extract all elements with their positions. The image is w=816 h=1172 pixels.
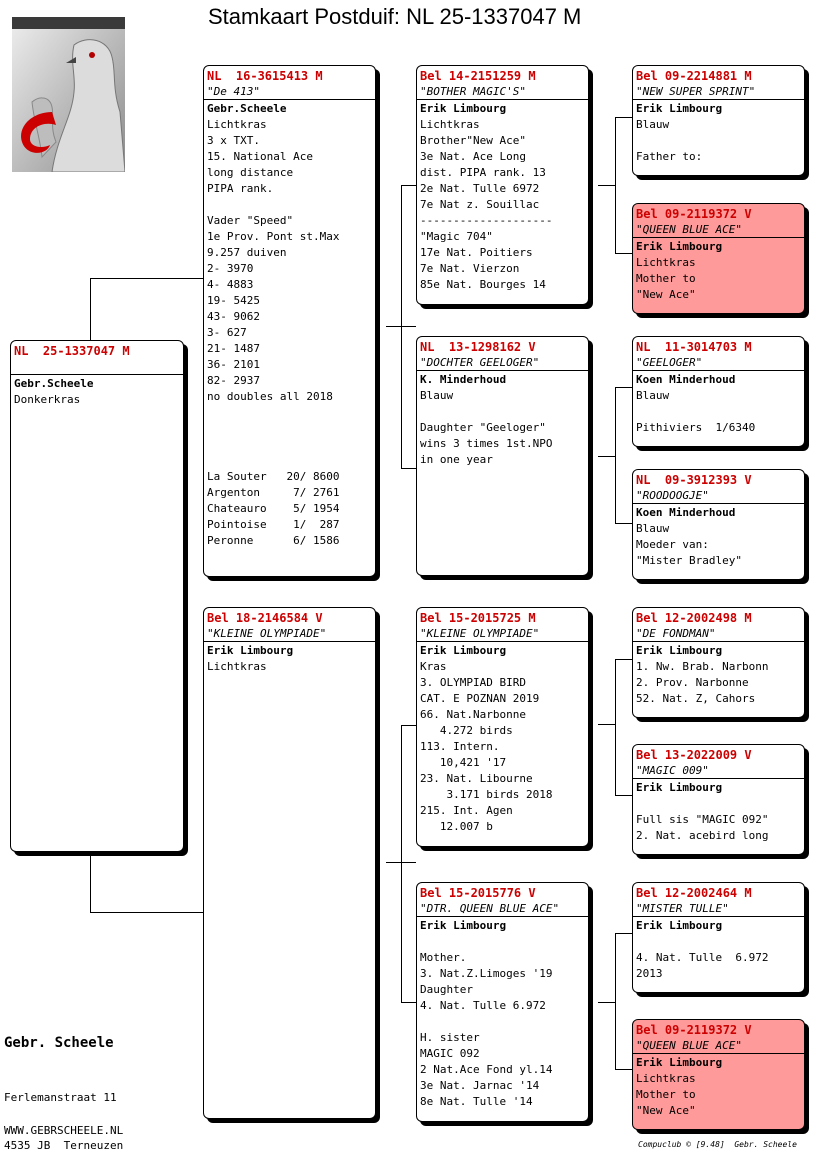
info-line xyxy=(636,404,801,420)
info-line: 17e Nat. Poitiers xyxy=(420,246,533,259)
pedigree-card-fff xyxy=(632,65,805,176)
info-line: 36- 2101 xyxy=(207,358,260,371)
pedigree-card-mother xyxy=(203,607,376,1119)
owner-name: Erik Limbourg xyxy=(207,644,294,657)
info-line: "New Ace" xyxy=(636,288,696,301)
info-line xyxy=(636,796,801,812)
info-line: PIPA rank. xyxy=(207,182,274,195)
info-line: 1. Nw. Brab. Narbonn xyxy=(636,660,769,673)
info-line: 2e Nat. Tulle 6972 xyxy=(420,182,540,195)
pedigree-card-ffm xyxy=(632,203,805,314)
ring-number: Bel 13-2022009 V xyxy=(636,748,752,762)
ring-number: Bel 14-2151259 M xyxy=(420,69,536,83)
info-line: wins 3 times 1st.NPO xyxy=(420,437,553,450)
ring-number: Bel 15-2015725 M xyxy=(420,611,536,625)
address-line: Ferlemanstraat 11 xyxy=(4,1091,117,1104)
info-line: Mother to xyxy=(636,272,696,285)
info-line: 3- 627 xyxy=(207,326,247,339)
info-line: Full sis "MAGIC 092" xyxy=(636,813,769,826)
info-line: 3. Nat.Z.Limoges '19 xyxy=(420,967,553,980)
info-line: Blauw xyxy=(636,118,670,131)
ring-number: Bel 15-2015776 V xyxy=(420,886,536,900)
pigeon-name: "KLEINE OLYMPIADE" xyxy=(417,626,588,642)
info-line: 3.171 birds 2018 xyxy=(420,788,553,801)
info-lines xyxy=(633,117,804,165)
owner-name: Gebr.Scheele xyxy=(14,377,94,390)
info-line: 7e Nat. Vierzon xyxy=(420,262,520,275)
info-line: Lichtkras xyxy=(207,660,267,673)
pigeon-name: "BOTHER MAGIC'S" xyxy=(417,84,588,100)
info-line: 4.272 birds xyxy=(420,724,513,737)
breeder-address xyxy=(4,1058,123,1170)
pigeon-name: "MISTER TULLE" xyxy=(633,901,804,917)
pigeon-logo-icon xyxy=(12,17,125,172)
owner-name: Koen Minderhoud xyxy=(636,506,736,519)
info-line: Lichtkras xyxy=(636,1072,696,1085)
info-lines xyxy=(633,1071,804,1119)
pigeon-name: "NEW SUPER SPRINT" xyxy=(633,84,804,100)
info-line: Pithiviers 1/6340 xyxy=(636,421,756,434)
info-line: CAT. E POZNAN 2019 xyxy=(420,692,540,705)
info-line: 12.007 b xyxy=(420,820,493,833)
pigeon-name: "DTR. QUEEN BLUE ACE" xyxy=(417,901,588,917)
owner-name: Gebr.Scheele xyxy=(207,102,287,115)
pigeon-name: "KLEINE OLYMPIADE" xyxy=(204,626,375,642)
info-line: 1e Prov. Pont st.Max xyxy=(207,230,340,243)
info-line: 4. Nat. Tulle 6.972 xyxy=(636,951,769,964)
info-line: 2. Prov. Narbonne xyxy=(636,676,749,689)
info-line: 66. Nat.Narbonne xyxy=(420,708,526,721)
pigeon-name: "MAGIC 009" xyxy=(633,763,804,779)
info-lines xyxy=(633,255,804,303)
info-line: Lichtkras xyxy=(636,256,696,269)
ring-number: Bel 18-2146584 V xyxy=(207,611,323,625)
ring-number: Bel 09-2119372 V xyxy=(636,207,752,221)
info-lines xyxy=(417,117,588,293)
info-line: 113. Intern. xyxy=(420,740,500,753)
info-line: 85e Nat. Bourges 14 xyxy=(420,278,546,291)
info-line: 15. National Ace xyxy=(207,150,313,163)
info-lines xyxy=(633,796,804,844)
ring-number: NL 11-3014703 M xyxy=(636,340,752,354)
info-line: -------------------- xyxy=(420,214,553,227)
software-credit: Compuclub © [9.48] Gebr. Scheele xyxy=(638,1140,797,1149)
info-line xyxy=(207,405,372,421)
info-line: Argenton 7/ 2761 xyxy=(207,486,340,499)
info-line xyxy=(207,453,372,469)
owner-name: Koen Minderhoud xyxy=(636,373,736,386)
info-line: 7e Nat z. Souillac xyxy=(420,198,540,211)
pedigree-card-father-father xyxy=(416,65,589,305)
info-line: 2- 3970 xyxy=(207,262,254,275)
pedigree-card-father-mother xyxy=(416,336,589,576)
page-title: Stamkaart Postduif: NL 25-1337047 M xyxy=(208,4,582,29)
info-line: Kras xyxy=(420,660,447,673)
info-line: H. sister xyxy=(420,1031,480,1044)
info-line: 9.257 duiven xyxy=(207,246,287,259)
info-line: no doubles all 2018 xyxy=(207,390,333,403)
info-lines xyxy=(417,659,588,835)
owner-name: Erik Limbourg xyxy=(636,919,723,932)
info-line: Blauw xyxy=(636,522,670,535)
info-line: Mother. xyxy=(420,951,467,964)
info-line: 3e Nat. Ace Long xyxy=(420,150,526,163)
pedigree-card-mff xyxy=(632,607,805,718)
pigeon-name: "DOCHTER GEELOGER" xyxy=(417,355,588,371)
info-line: Peronne 6/ 1586 xyxy=(207,534,340,547)
info-line: 10,421 '17 xyxy=(420,756,507,769)
owner-name: Erik Limbourg xyxy=(636,1056,723,1069)
info-line: 2. Nat. acebird long xyxy=(636,829,769,842)
info-line: 4- 4883 xyxy=(207,278,254,291)
ring-number: NL 25-1337047 M xyxy=(14,344,130,358)
info-line: 215. Int. Agen xyxy=(420,804,513,817)
info-line: Daughter "Geeloger" xyxy=(420,421,546,434)
pedigree-card-mmm xyxy=(632,1019,805,1130)
info-line: Chateauro 5/ 1954 xyxy=(207,502,340,515)
owner-name: Erik Limbourg xyxy=(420,102,507,115)
owner-name: Erik Limbourg xyxy=(420,644,507,657)
ring-number: Bel 12-2002498 M xyxy=(636,611,752,625)
owner-name: Erik Limbourg xyxy=(420,919,507,932)
info-line xyxy=(636,133,801,149)
info-line: 4. Nat. Tulle 6.972 xyxy=(420,999,546,1012)
ring-number: Bel 12-2002464 M xyxy=(636,886,752,900)
pigeon-name: "ROODOOGJE" xyxy=(633,488,804,504)
info-line: 3. OLYMPIAD BIRD xyxy=(420,676,526,689)
info-line xyxy=(420,404,585,420)
info-line: 21- 1487 xyxy=(207,342,260,355)
info-line: Vader "Speed" xyxy=(207,214,294,227)
info-line: 3 x TXT. xyxy=(207,134,260,147)
info-line: Blauw xyxy=(420,389,454,402)
info-line: dist. PIPA rank. 13 xyxy=(420,166,546,179)
pigeon-name: "DE FONDMAN" xyxy=(633,626,804,642)
website-link[interactable]: WWW.GEBRSCHEELE.NL xyxy=(4,1124,124,1137)
info-line: Blauw xyxy=(636,389,670,402)
info-lines xyxy=(633,934,804,982)
info-line xyxy=(420,934,585,950)
info-lines xyxy=(204,659,375,675)
info-lines xyxy=(633,521,804,569)
info-line: long distance xyxy=(207,166,294,179)
info-line: Pointoise 1/ 287 xyxy=(207,518,340,531)
pigeon-name: "De 413" xyxy=(204,84,375,100)
ring-number: NL 16-3615413 M xyxy=(207,69,323,83)
owner-name: Erik Limbourg xyxy=(636,644,723,657)
pedigree-card-fmf xyxy=(632,336,805,447)
info-line: Moeder van: xyxy=(636,538,709,551)
info-line xyxy=(207,421,372,437)
address-line: 4535 JB Terneuzen xyxy=(4,1139,124,1152)
info-line: Mother to xyxy=(636,1088,696,1101)
info-line xyxy=(207,197,372,213)
pigeon-name: "QUEEN BLUE ACE" xyxy=(633,1038,804,1054)
pedigree-card-father xyxy=(203,65,376,577)
ring-number: Bel 09-2214881 M xyxy=(636,69,752,83)
info-line: "Mister Bradley" xyxy=(636,554,742,567)
info-line xyxy=(207,437,372,453)
info-line: Father to: xyxy=(636,150,703,163)
info-line: MAGIC 092 xyxy=(420,1047,480,1060)
ring-number: NL 09-3912393 V xyxy=(636,473,752,487)
pigeon-name: "QUEEN BLUE ACE" xyxy=(633,222,804,238)
pedigree-card-mmf xyxy=(632,882,805,993)
pedigree-card-mother-mother xyxy=(416,882,589,1122)
info-line: Lichtkras xyxy=(207,118,267,131)
info-lines xyxy=(204,117,375,549)
info-line: 2013 xyxy=(636,967,663,980)
info-line: 2 Nat.Ace Fond yl.14 xyxy=(420,1063,553,1076)
info-line: in one year xyxy=(420,453,493,466)
owner-name: Erik Limbourg xyxy=(636,781,723,794)
info-line xyxy=(636,934,801,950)
owner-name: Erik Limbourg xyxy=(636,102,723,115)
info-line: 3e Nat. Jarnac '14 xyxy=(420,1079,540,1092)
pigeon-name: "GEELOGER" xyxy=(633,355,804,371)
pigeon-name xyxy=(11,359,183,375)
info-lines xyxy=(633,388,804,436)
owner-name: Erik Limbourg xyxy=(636,240,723,253)
info-line: La Souter 20/ 8600 xyxy=(207,470,340,483)
ring-number: Bel 09-2119372 V xyxy=(636,1023,752,1037)
owner-name: K. Minderhoud xyxy=(420,373,507,386)
pedigree-card-mfm xyxy=(632,744,805,855)
pedigree-card-subject xyxy=(10,340,184,852)
info-line: "Magic 704" xyxy=(420,230,493,243)
info-line: 8e Nat. Tulle '14 xyxy=(420,1095,533,1108)
info-line: Lichtkras xyxy=(420,118,480,131)
info-line: Brother"New Ace" xyxy=(420,134,526,147)
pedigree-card-mother-father xyxy=(416,607,589,847)
info-line: 82- 2937 xyxy=(207,374,260,387)
pedigree-card-fmm xyxy=(632,469,805,580)
info-line: 52. Nat. Z, Cahors xyxy=(636,692,756,705)
breeder-name: Gebr. Scheele xyxy=(4,1035,114,1051)
info-lines xyxy=(417,388,588,468)
info-line: 23. Nat. Libourne xyxy=(420,772,533,785)
info-line: 19- 5425 xyxy=(207,294,260,307)
info-line: Donkerkras xyxy=(14,393,81,406)
ring-number: NL 13-1298162 V xyxy=(420,340,536,354)
info-lines xyxy=(417,934,588,1110)
info-lines xyxy=(11,392,183,408)
info-line: "New Ace" xyxy=(636,1104,696,1117)
info-line: Daughter xyxy=(420,983,473,996)
info-line xyxy=(420,1014,585,1030)
info-line: 43- 9062 xyxy=(207,310,260,323)
info-lines xyxy=(633,659,804,707)
